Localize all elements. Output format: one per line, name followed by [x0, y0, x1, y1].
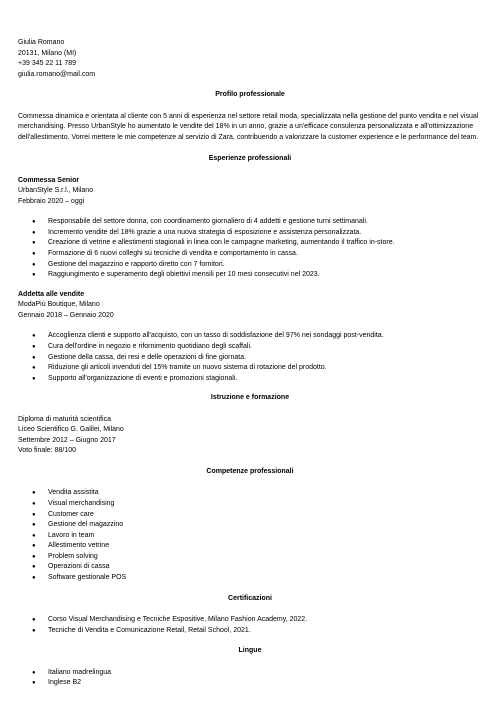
list-item: ● Creazione di vetrine e allestimenti stagionali in linea con le campagne marketing, aumentando il traffico in-store.	[18, 238, 482, 249]
job-company: ModaPiù Boutique, Milano	[18, 301, 100, 309]
job-entry	[18, 290, 482, 384]
skills-list	[18, 488, 482, 583]
list-item: ● Tecniche di Vendita e Comunicazione Retail, Retail School, 2021.	[18, 626, 482, 637]
list-item: ● Corso Visual Merchandising e Tecniche Espositive, Milano Fashion Academy, 2022.	[18, 615, 482, 626]
job-company: UrbanStyle S.r.l., Milano	[18, 187, 94, 195]
list-item: ● Lavoro in team	[18, 531, 482, 542]
job-period: Febbraio 2020 – oggi	[18, 197, 85, 205]
skills-heading: Competenze professionali	[206, 467, 294, 475]
education-block	[18, 415, 482, 457]
education-line: Settembre 2012 – Giugno 2017	[18, 436, 116, 444]
education-line: Voto finale: 88/100	[18, 447, 76, 455]
languages-list	[18, 668, 482, 689]
certifications-heading: Certificazioni	[228, 594, 272, 602]
job-bullets	[18, 331, 482, 384]
profile-text: Commessa dinamica e orientata al cliente con 5 anni di esperienza nel settore retail moda, specializzata nella gestione del punto vendita e nel visual merchandising. Presso UrbanStyle ho aumentato le vendite del 18% in un anno, grazie a un'efficace consulenza personalizzata e all'ottimizzazione dell'allestimento. Vorrei mettere le mie competenze al servizio di Zara, contribuendo a valorizzare la customer experience e le performance del team.	[18, 112, 479, 141]
education-line: Liceo Scientifico G. Galilei, Milano	[18, 426, 124, 434]
experience-heading: Esperienze professionali	[208, 155, 292, 163]
contact-block	[18, 38, 482, 80]
list-item: ● Gestione della cassa, dei resi e delle operazioni di fine giornata.	[18, 353, 482, 364]
contact-name: Giulia Romano	[18, 39, 65, 46]
job-bullets	[18, 217, 482, 281]
job-entry	[18, 176, 482, 281]
list-item: ● Allestimento vetrine	[18, 541, 482, 552]
languages-heading: Lingue	[238, 647, 262, 655]
job-role: Commessa Senior	[18, 176, 80, 184]
list-item: ● Software gestionale POS	[18, 573, 482, 584]
certifications-list	[18, 615, 482, 636]
list-item: ● Customer care	[18, 510, 482, 521]
profile-heading: Profilo professionale	[215, 91, 285, 98]
list-item: ● Raggiungimento e superamento degli obiettivi mensili per 10 mesi consecutivi nel 2023.	[18, 270, 482, 281]
list-item: ● Visual merchandising	[18, 499, 482, 510]
list-item: ● Operazioni di cassa	[18, 562, 482, 573]
list-item: ● Supporto all'organizzazione di eventi e promozioni stagionali.	[18, 374, 482, 385]
list-item: ● Accoglienza clienti e supporto all'acquisto, con un tasso di soddisfazione del 97% nei sondaggi post-vendita.	[18, 331, 482, 342]
list-item: ● Gestione del magazzino e rapporto diretto con 7 fornitori.	[18, 260, 482, 271]
contact-phone: +39 345 22 11 789	[18, 60, 77, 67]
list-item: ● Riduzione gli articoli invenduti del 15% tramite un nuovo sistema di rotazione del prodotto.	[18, 363, 482, 374]
education-heading: Istruzione e formazione	[210, 394, 290, 402]
job-period: Gennaio 2018 – Gennaio 2020	[18, 311, 114, 319]
contact-address: 20131, Milano (MI)	[18, 49, 77, 57]
list-item: ● Formazione di 6 nuovi colleghi su tecniche di vendita e comportamento in cassa.	[18, 249, 482, 260]
list-item: ● Vendita assistita	[18, 488, 482, 499]
list-item: ● Problem solving	[18, 552, 482, 563]
list-item: ● Incremento vendite del 18% grazie a una nuova strategia di esposizione e assistenza personalizzata.	[18, 228, 482, 239]
job-role: Addetta alle vendite	[18, 290, 85, 298]
list-item: ● Gestione del magazzino	[18, 520, 482, 531]
list-item: ● Cura dell'ordine in negozio e rifornimento quotidiano degli scaffali.	[18, 342, 482, 353]
contact-email: giulia.romano@mail.com	[18, 70, 96, 78]
cv-document	[18, 38, 482, 689]
list-item: ● Inglese B2	[18, 678, 482, 689]
education-line: Diploma di maturità scientifica	[18, 415, 111, 423]
list-item: ● Italiano madrelingua	[18, 668, 482, 679]
list-item: ● Responsabile del settore donna, con coordinamento giornaliero di 4 addetti e gestione turni settimanali.	[18, 217, 482, 228]
